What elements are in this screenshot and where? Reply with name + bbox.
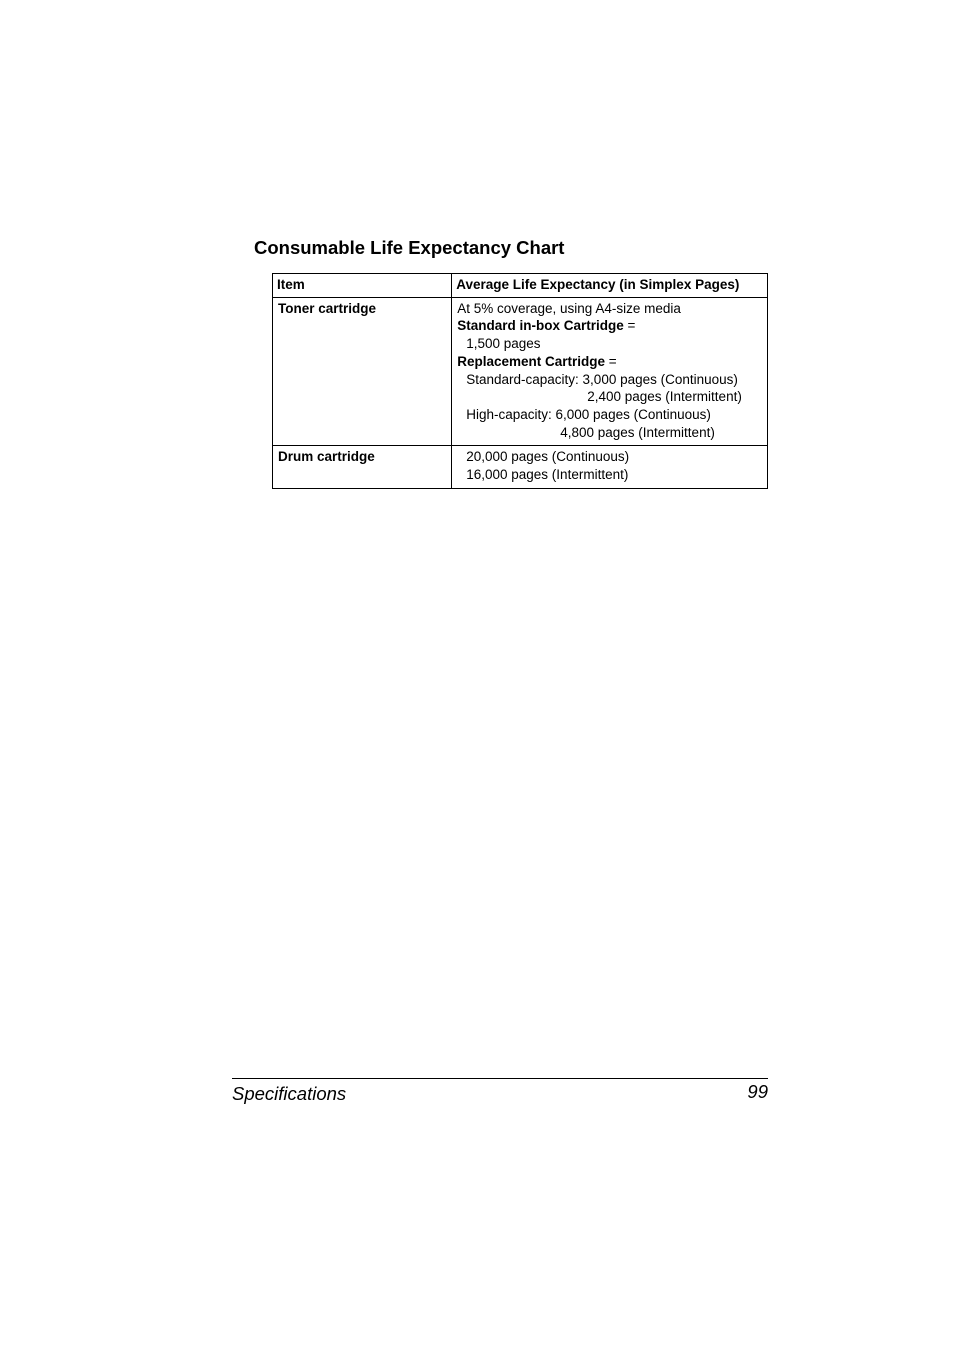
table-row-drum — [273, 446, 768, 488]
toner-standard-suffix: = — [623, 318, 636, 334]
footer-divider — [232, 1078, 768, 1079]
item-drum-cartridge: Drum cartridge — [273, 446, 452, 488]
toner-high-capacity: High-capacity: 6,000 pages (Continuous) — [466, 406, 711, 422]
toner-standard-pages: 1,500 pages — [466, 336, 541, 352]
drum-intermittent: 16,000 pages (Intermittent) — [466, 467, 629, 483]
table-header-row — [273, 274, 768, 298]
footer-section-title: Specifications — [232, 1083, 347, 1104]
toner-replacement-label: Replacement Cartridge — [457, 353, 606, 369]
drum-life-cell — [452, 446, 768, 488]
page-heading: Consumable Life Expectancy Chart — [254, 237, 565, 258]
footer-page-number: 99 — [747, 1081, 768, 1102]
drum-continuous: 20,000 pages (Continuous) — [466, 449, 630, 465]
toner-replacement-suffix: = — [605, 353, 617, 369]
toner-coverage: At 5% coverage, using A4-size media — [457, 300, 681, 316]
toner-standard-label: Standard in-box Cartridge — [457, 318, 624, 334]
toner-replacement-line — [457, 353, 762, 371]
table-row-toner — [273, 297, 768, 446]
life-expectancy-table — [272, 273, 768, 489]
toner-life-cell — [452, 297, 768, 446]
toner-high-intermittent: 4,800 pages (Intermittent) — [560, 424, 715, 440]
toner-standard-line — [457, 317, 762, 335]
toner-std-capacity: Standard-capacity: 3,000 pages (Continuous) — [466, 371, 738, 387]
toner-std-intermittent: 2,400 pages (Intermittent) — [587, 389, 742, 405]
item-toner-cartridge: Toner cartridge — [273, 297, 452, 446]
header-life-expectancy: Average Life Expectancy (in Simplex Pages) — [452, 274, 768, 298]
header-item: Item — [273, 274, 452, 298]
